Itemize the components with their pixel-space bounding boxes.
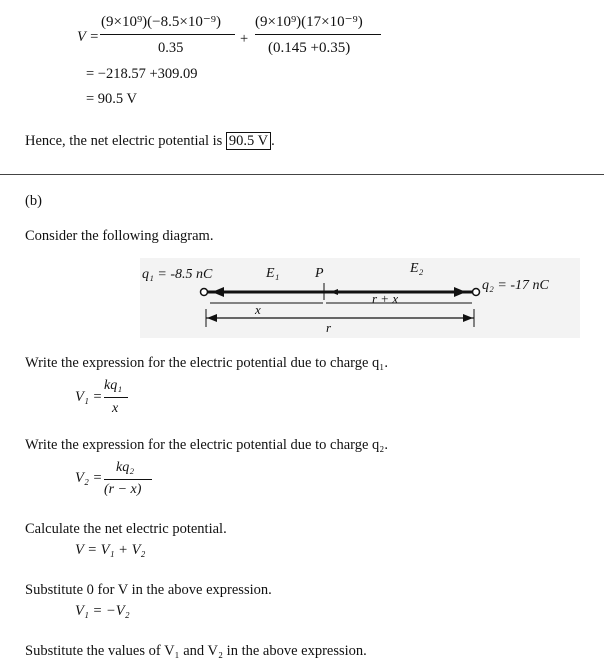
- equation-line-2: = −218.57 +309.09: [86, 66, 198, 82]
- step3-text: Calculate the net electric potential.: [25, 521, 227, 537]
- section-divider: [0, 174, 604, 175]
- equation-line-3: = 90.5 V: [86, 91, 138, 107]
- term2-fraction-bar: [255, 34, 381, 35]
- r-label: r: [326, 320, 332, 335]
- conclusion-period: .: [271, 133, 275, 149]
- r-plus-x-label: r + x: [372, 291, 399, 306]
- e2-label: E₂: [410, 261, 424, 276]
- v2-lhs: V₂ =: [75, 470, 103, 486]
- v2-numerator: kq₂: [116, 460, 135, 475]
- equation-lhs: V =: [77, 29, 100, 45]
- conclusion-text: Hence, the net electric potential is: [25, 133, 223, 149]
- v1-fraction-bar: [104, 397, 128, 398]
- point-p-arrowhead: [330, 289, 338, 295]
- net-potential-equation: V = V₁ + V₂: [75, 542, 146, 558]
- step5-text: Substitute the values of V₁ and V₂ in the above expression.: [25, 643, 367, 659]
- charge-diagram: [140, 258, 580, 338]
- term2-numerator: (9×10⁹)(17×10⁻⁹): [255, 14, 363, 30]
- q1-label: q₁ = -8.5 nC: [142, 267, 213, 282]
- term2-denominator: (0.145 +0.35): [268, 40, 351, 56]
- v1-numerator: kq₁: [104, 378, 123, 393]
- term1-fraction-bar: [100, 34, 235, 35]
- plus-sign: +: [240, 31, 249, 47]
- v2-denominator: (r − x): [104, 482, 142, 497]
- term1-numerator: (9×10⁹)(−8.5×10⁻⁹): [101, 14, 221, 30]
- v2-fraction-bar: [104, 479, 152, 480]
- x-label: x: [255, 302, 261, 317]
- r-left-arrowhead: [207, 314, 217, 322]
- v1-denominator: x: [112, 401, 119, 416]
- diagram-intro: Consider the following diagram.: [25, 228, 214, 244]
- e1-arrowhead: [212, 287, 224, 297]
- step4-text: Substitute 0 for V in the above expression.: [25, 582, 272, 598]
- boxed-answer: 90.5 V: [226, 132, 271, 150]
- part-label: (b): [25, 193, 42, 209]
- q2-label: q₂ = -17 nC: [482, 278, 549, 293]
- e2-arrowhead: [454, 287, 466, 297]
- charge-q2: [473, 289, 480, 296]
- v1-lhs: V₁ =: [75, 389, 103, 405]
- r-right-arrowhead: [463, 314, 473, 322]
- p-label: P: [315, 266, 324, 281]
- e1-label: E₁: [266, 266, 280, 281]
- step1-text: Write the expression for the electric potential due to charge q₁.: [25, 355, 388, 371]
- conclusion-sentence: [25, 133, 275, 150]
- substituted-equation: V₁ = −V₂: [75, 603, 130, 619]
- term1-denominator: 0.35: [158, 40, 184, 56]
- step2-text: Write the expression for the electric potential due to charge q₂.: [25, 437, 388, 453]
- charge-q1: [201, 289, 208, 296]
